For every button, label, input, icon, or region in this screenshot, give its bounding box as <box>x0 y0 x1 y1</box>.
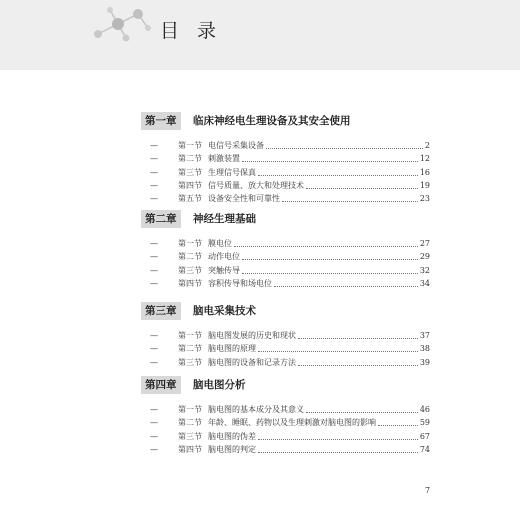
section-title: 设备安全性和可靠性 <box>208 194 280 204</box>
section-title: 脑电图的伪差 <box>208 431 256 441</box>
section-number: 第五节 <box>178 194 202 204</box>
toc-entry[interactable] <box>150 250 430 263</box>
dot-leader <box>298 365 418 366</box>
section-number: 第四节 <box>178 180 202 190</box>
chapter-title: 脑电采集技术 <box>193 305 256 317</box>
entry-dash: — <box>150 278 158 288</box>
section-number: 第二节 <box>178 344 202 354</box>
chapter-title: 神经生理基础 <box>193 213 256 225</box>
dot-leader <box>306 412 418 413</box>
toc-entry[interactable] <box>150 179 430 192</box>
page-ref: 23 <box>419 194 430 204</box>
section-title: 生理信号保真 <box>208 167 256 177</box>
section-title: 容积传导和场电位 <box>208 278 272 288</box>
section-title: 刺激装置 <box>208 154 240 164</box>
entry-dash: — <box>150 180 158 190</box>
toc-entry[interactable] <box>150 166 430 179</box>
section-number: 第三节 <box>178 431 202 441</box>
toc-entry[interactable] <box>150 443 430 456</box>
section-number: 第四节 <box>178 278 202 288</box>
page-ref: 27 <box>419 239 430 248</box>
entry-dash: — <box>150 331 158 340</box>
dot-leader <box>242 161 418 162</box>
section-title: 脑电图发展的历史和现状 <box>208 331 296 340</box>
chapter-title: 脑电图分析 <box>193 379 246 391</box>
page-ref: 19 <box>419 180 430 190</box>
chapter-number-badge: 第三章 <box>141 302 181 320</box>
section-number: 第三节 <box>178 265 202 275</box>
entry-dash: — <box>150 252 158 262</box>
toc-entry[interactable] <box>150 192 430 205</box>
dot-leader <box>274 286 418 287</box>
entry-dash: — <box>150 154 158 164</box>
dot-leader <box>258 439 418 440</box>
dot-leader <box>258 351 418 352</box>
toc-entry[interactable] <box>150 356 430 369</box>
section-number: 第一节 <box>178 141 202 150</box>
section-title: 年龄、睡眠、药物以及生理刺激对脑电图的影响 <box>208 418 376 428</box>
entry-dash: — <box>150 357 158 367</box>
section-title: 脑电图的基本成分及其意义 <box>208 405 304 414</box>
page-ref: 37 <box>419 331 430 340</box>
section-number: 第二节 <box>178 154 202 164</box>
dot-leader <box>258 452 418 453</box>
entry-dash: — <box>150 141 158 150</box>
chapter-title: 临床神经电生理设备及其安全使用 <box>193 115 351 127</box>
section-title: 电信号采集设备 <box>208 141 264 150</box>
page-ref: 29 <box>419 252 430 262</box>
chapter-number-badge: 第四章 <box>141 376 181 394</box>
section-number: 第一节 <box>178 239 202 248</box>
section-number: 第二节 <box>178 252 202 262</box>
entry-dash: — <box>150 444 158 454</box>
entry-dash: — <box>150 418 158 428</box>
entry-dash: — <box>150 167 158 177</box>
dot-leader <box>298 338 418 339</box>
toc-entry[interactable] <box>150 342 430 355</box>
section-number: 第一节 <box>178 405 202 414</box>
toc-entry[interactable] <box>150 237 430 250</box>
section-title: 脑电图的判定 <box>208 444 256 454</box>
dot-leader <box>234 246 418 247</box>
page-ref: 74 <box>419 444 430 454</box>
page-ref: 67 <box>419 431 430 441</box>
page-ref: 16 <box>419 167 430 177</box>
section-number: 第一节 <box>178 331 202 340</box>
dot-leader <box>266 148 423 149</box>
dot-leader <box>242 273 418 274</box>
entry-dash: — <box>150 344 158 354</box>
chapter-heading <box>141 210 441 228</box>
dot-leader <box>306 188 418 189</box>
page-number: 7 <box>425 486 431 495</box>
entry-dash: — <box>150 431 158 441</box>
page-ref: 46 <box>419 405 430 414</box>
dot-leader <box>378 425 418 426</box>
toc-entry[interactable] <box>150 277 430 290</box>
entry-dash: — <box>150 194 158 204</box>
chapter-number-badge: 第二章 <box>141 210 181 228</box>
page-ref: 12 <box>419 154 430 164</box>
entry-dash: — <box>150 265 158 275</box>
entry-dash: — <box>150 405 158 414</box>
page-title: 目 录 <box>160 20 223 42</box>
section-title: 信号质量、放大和处理技术 <box>208 180 304 190</box>
section-title: 突触传导 <box>208 265 240 275</box>
entry-dash: — <box>150 239 158 248</box>
page-ref: 38 <box>419 344 430 354</box>
dot-leader <box>242 259 418 260</box>
section-title: 脑电图的原理 <box>208 344 256 354</box>
page-ref: 34 <box>419 278 430 288</box>
section-number: 第三节 <box>178 167 202 177</box>
toc-entry[interactable] <box>150 329 430 342</box>
page-ref: 39 <box>419 357 430 367</box>
chapter-heading <box>141 112 441 130</box>
chapter-number-badge: 第一章 <box>141 112 181 130</box>
chapter-heading <box>141 376 441 394</box>
toc-entry[interactable] <box>150 403 430 416</box>
dot-leader <box>258 175 418 176</box>
toc-entry[interactable] <box>150 430 430 443</box>
toc-entry[interactable] <box>150 152 430 165</box>
chapter-heading <box>141 302 441 320</box>
section-number: 第四节 <box>178 444 202 454</box>
page-ref: 32 <box>419 265 430 275</box>
section-number: 第三节 <box>178 357 202 367</box>
section-title: 脑电图的设备和记录方法 <box>208 357 296 367</box>
toc-entry[interactable] <box>150 264 430 277</box>
toc-entry[interactable] <box>150 139 430 152</box>
section-number: 第二节 <box>178 418 202 428</box>
page-ref: 59 <box>419 418 430 428</box>
toc-entry[interactable] <box>150 416 430 429</box>
section-title: 动作电位 <box>208 252 240 262</box>
page-ref: 2 <box>424 141 430 150</box>
dot-leader <box>282 201 418 202</box>
section-title: 膜电位 <box>208 239 232 248</box>
